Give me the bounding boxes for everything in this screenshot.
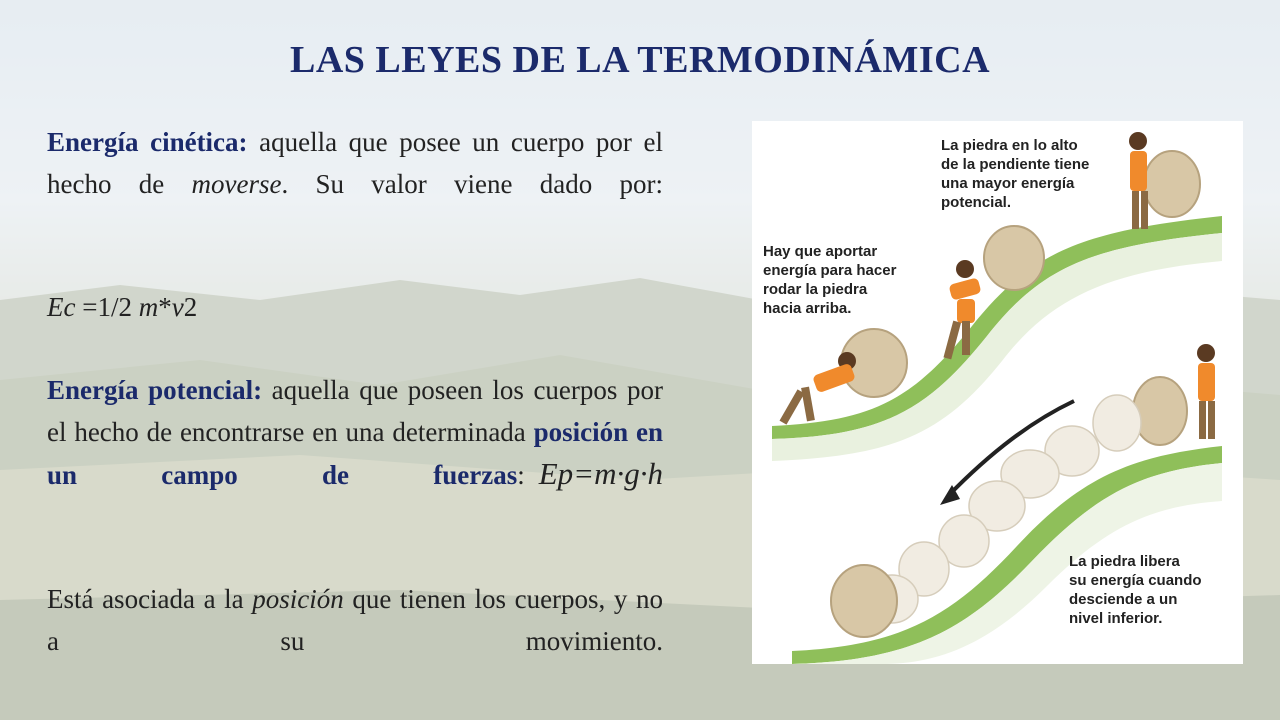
- kinetic-formula-mid: =1/2: [75, 292, 139, 322]
- potential-bold: posición en un campo de fuerzas: [47, 417, 664, 490]
- caption-top: La piedra en lo alto de la pendiente tiene una mayor energía potencial.: [941, 137, 1090, 211]
- energy-illustration: [752, 121, 1243, 664]
- potential-formula: Ep=m·g·h: [538, 456, 663, 491]
- rock-top: [1144, 151, 1200, 217]
- potential-text-a: aquella que poseen los cuerpos por el hecho de encontrarse en una determinada: [47, 375, 663, 447]
- person-bottom: [1197, 344, 1215, 439]
- person-low: [780, 352, 856, 425]
- kinetic-formula-v: v: [171, 292, 184, 322]
- potential-text-b: :: [517, 460, 525, 490]
- rock-bottom: [831, 565, 897, 637]
- position-text-b: que tienen los cuerpos, y no a su movimiento.: [47, 584, 663, 656]
- caption-bottom: La piedra libera su energía cuando desciende a un nivel inferior.: [1069, 553, 1202, 627]
- kinetic-emphasis: moverse: [191, 169, 282, 199]
- position-emphasis: posición: [252, 584, 344, 614]
- kinetic-formula-exp: 2: [183, 292, 198, 322]
- kinetic-formula-star: *: [158, 292, 172, 322]
- potential-term: Energía potencial:: [47, 375, 263, 405]
- kinetic-text-b: . Su valor viene dado por:: [281, 169, 663, 199]
- caption-middle: Hay que aportar energía para hacer rodar la piedra hacia arriba.: [763, 243, 897, 317]
- slide-title: LAS LEYES DE LA TERMODINÁMICA: [289, 39, 991, 81]
- kinetic-term: Energía cinética:: [47, 127, 248, 157]
- potential-paragraph: [47, 369, 663, 496]
- kinetic-paragraph: [47, 121, 663, 205]
- kinetic-text-a: aquella que posee un cuerpo por el hecho de: [47, 127, 663, 199]
- position-paragraph: [47, 578, 663, 662]
- rock-mid: [984, 226, 1044, 290]
- kinetic-formula: [47, 286, 663, 328]
- person-top: [1129, 132, 1148, 229]
- position-text-a: Está asociada a la: [47, 584, 253, 614]
- kinetic-formula-lhs: Ec: [47, 292, 76, 322]
- kinetic-formula-m: m: [138, 292, 159, 322]
